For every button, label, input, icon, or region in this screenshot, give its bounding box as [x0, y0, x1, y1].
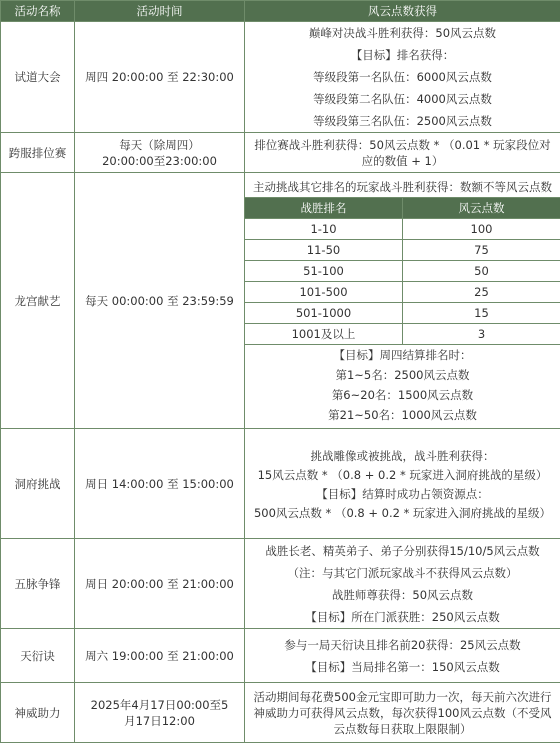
reward-line: 等级段第三名队伍：2500风云点数 [313, 114, 492, 128]
activity-name: 跨服排位赛 [1, 133, 75, 173]
activity-name: 洞府挑战 [1, 429, 75, 539]
table-row [1, 173, 560, 429]
reward-line: 第1~5名：2500风云点数 [335, 367, 470, 382]
table-row [1, 429, 560, 539]
rank-row [245, 218, 560, 239]
time-line: 周四 20:00:00 至 22:30:00 [85, 70, 234, 84]
time-line: 20:00:00至23:00:00 [102, 153, 217, 168]
points-cell: 100 [403, 218, 560, 239]
header-points-gained: 风云点数获得 [245, 1, 560, 22]
time-line: 周日 14:00:00 至 15:00:00 [85, 476, 234, 491]
time-line: 周日 20:00:00 至 21:00:00 [85, 576, 234, 591]
reward-line: 【目标】所在门派获胜：250风云点数 [305, 609, 500, 624]
rank-cell: 51-100 [245, 260, 403, 281]
activity-rewards [245, 683, 560, 743]
activity-time [75, 22, 245, 133]
activity-time [75, 429, 245, 539]
points-cell: 3 [403, 323, 560, 344]
activity-name: 天衍诀 [1, 629, 75, 683]
reward-line: 【目标】结算时成功占领资源点： [316, 486, 489, 501]
activity-name: 神威助力 [1, 683, 75, 743]
header-activity-name: 活动名称 [1, 1, 75, 22]
table-row [1, 133, 560, 173]
reward-line: 500风云点数 * （0.8 + 0.2 * 玩家进入洞府挑战的星级） [253, 505, 552, 520]
activity-rewards [245, 173, 560, 429]
header-activity-time: 活动时间 [75, 1, 245, 22]
activity-rewards [245, 22, 560, 133]
reward-line: 巅峰对决战斗胜利获得：50风云点数 [308, 26, 497, 40]
time-line: 每天 00:00:00 至 23:59:59 [85, 293, 234, 308]
table-row [1, 539, 560, 629]
reward-line: 第21~50名：1000风云点数 [328, 407, 477, 422]
activity-rewards [245, 133, 560, 173]
points-cell: 75 [403, 239, 560, 260]
rank-row [245, 323, 560, 344]
rank-row [245, 260, 560, 281]
points-cell: 50 [403, 260, 560, 281]
activity-time [75, 629, 245, 683]
time-line: 每天（除周四） [119, 137, 200, 152]
reward-line: （注：与其它门派玩家战斗不获得风云点数） [287, 565, 518, 580]
reward-line: 战胜长老、精英弟子、弟子分别获得15/10/5风云点数 [265, 543, 540, 558]
table-row [1, 683, 560, 743]
activity-name: 五脉争锋 [1, 539, 75, 629]
reward-line: 第6~20名：1500风云点数 [331, 387, 474, 402]
points-header: 风云点数 [403, 197, 560, 218]
rank-table-header [245, 197, 560, 218]
rank-cell: 101-500 [245, 281, 403, 302]
reward-line: 【目标】当局排名第一：150风云点数 [305, 659, 500, 674]
reward-line: 战胜师尊获得：50风云点数 [331, 587, 474, 602]
reward-intro: 主动挑战其它排名的玩家战斗胜利获得：数额不等风云点数 [253, 179, 552, 194]
points-cell: 15 [403, 302, 560, 323]
reward-line: 活动期间每花费500金元宝即可助力一次，每天前六次进行神威助力可获得风云点数，每次获得100风云点数（不受风云点数每日获取上限限制） [253, 689, 552, 736]
reward-line: 【目标】周四结算排名时： [333, 347, 472, 362]
activity-rewards [245, 629, 560, 683]
activity-name: 龙宫献艺 [1, 173, 75, 429]
activity-time [75, 539, 245, 629]
activity-time [75, 133, 245, 173]
time-line: 2025年4月17日00:00至5月17日12:00 [90, 697, 229, 728]
activity-time [75, 173, 245, 429]
reward-line: 等级段第二名队伍：4000风云点数 [313, 92, 492, 106]
reward-line: 排位赛战斗胜利获得：50风云点数 * （0.01 * 玩家段位对应的数值 + 1） [254, 137, 551, 168]
rank-cell: 501-1000 [245, 302, 403, 323]
rank-points-table [245, 197, 560, 345]
points-cell: 25 [403, 281, 560, 302]
reward-line: 等级段第一名队伍：6000风云点数 [313, 70, 492, 84]
rank-row [245, 239, 560, 260]
activity-name: 试道大会 [1, 22, 75, 133]
rank-cell: 1-10 [245, 218, 403, 239]
table-row [1, 22, 560, 133]
activity-rewards [245, 429, 560, 539]
table-header-row [1, 1, 560, 22]
rank-row [245, 302, 560, 323]
table-row [1, 629, 560, 683]
activity-time [75, 683, 245, 743]
rank-cell: 11-50 [245, 239, 403, 260]
rank-header: 战胜排名 [245, 197, 403, 218]
reward-line: 参与一局天衍诀且排名前20获得：25风云点数 [284, 637, 521, 652]
reward-line: 15风云点数 * （0.8 + 0.2 * 玩家进入洞府挑战的星级） [257, 467, 548, 482]
time-line: 周六 19:00:00 至 21:00:00 [85, 648, 234, 663]
reward-line: 挑战雕像或被挑战，战斗胜利获得： [310, 448, 495, 463]
activity-rewards [245, 539, 560, 629]
reward-line: 【目标】排名获得： [350, 48, 455, 62]
rank-row [245, 281, 560, 302]
rank-cell: 1001及以上 [245, 323, 403, 344]
